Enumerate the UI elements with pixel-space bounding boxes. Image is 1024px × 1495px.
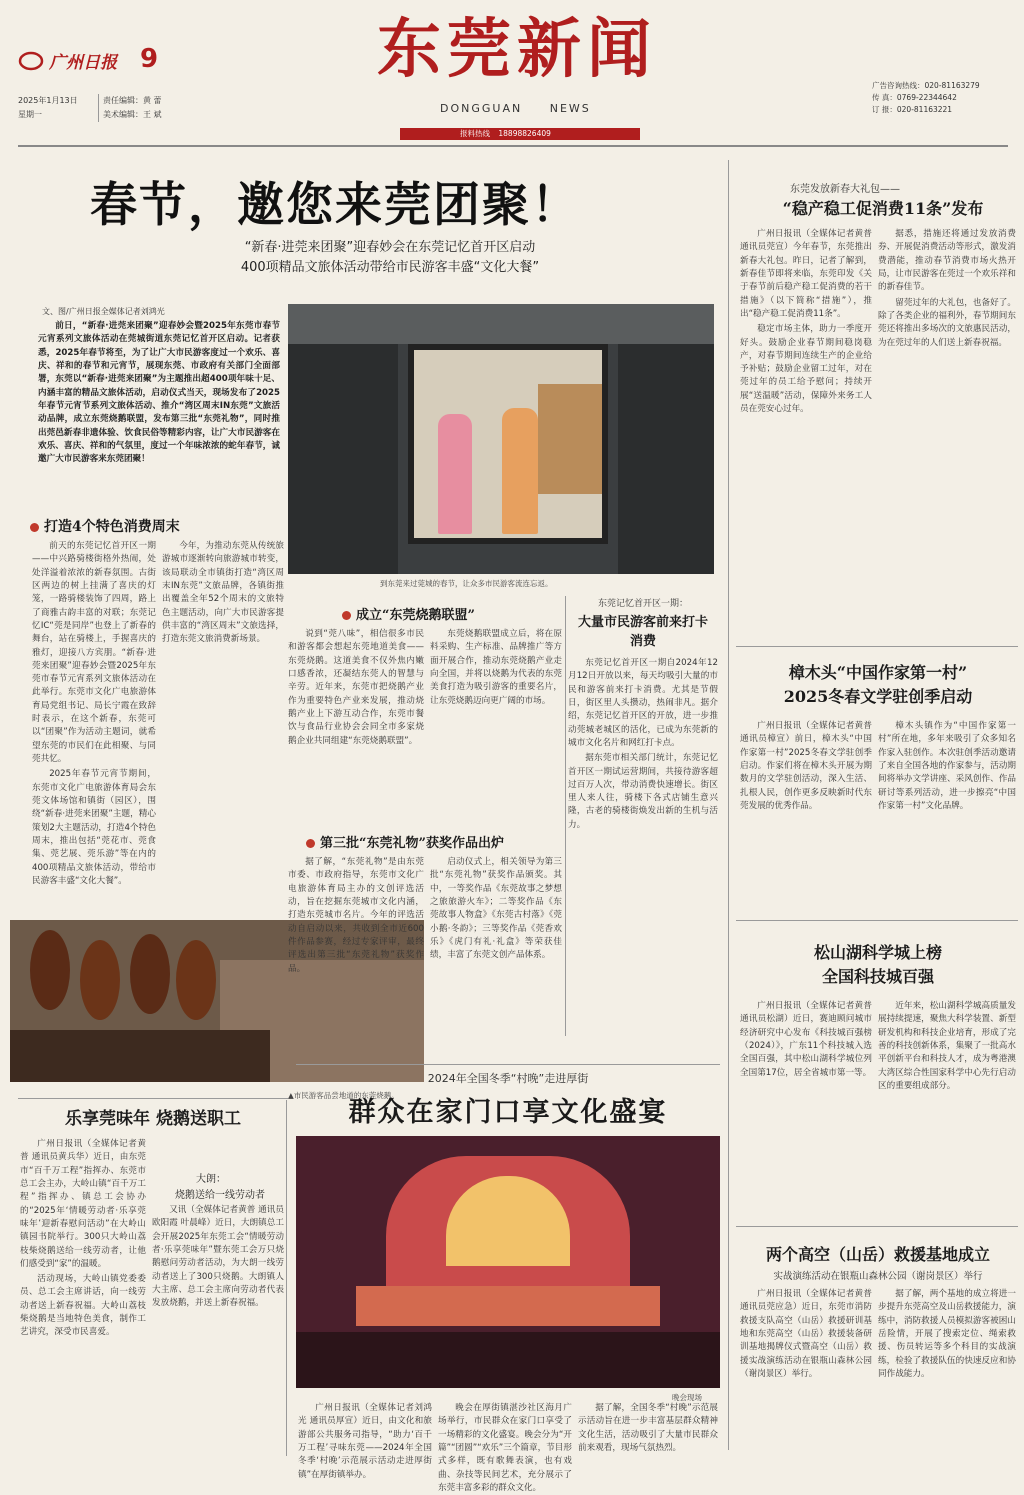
bullet-icon [342,611,351,620]
lead-intro [38,320,280,500]
rescue-title: 两个高空（山岳）救援基地成立 [765,1245,990,1264]
village-col-1 [740,720,872,910]
ad-line-1: 广告咨询热线：020-81163279 [872,81,980,90]
col-rule-1 [286,1100,287,1456]
lead-intro-text: 前日，“新春·进莞来团聚”迎春妙会暨2025年东莞市春节元宵系列文旅体活动在莞城街道东莞记忆首开区启动。记者获悉，2025年春节将至，为了让广大市民游客度过一个欢乐、喜庆、祥和的春节和元宵节，展现东莞、市政府有关部门全面部署，东莞以“新春·进莞来团聚”为主题推出超400项年味十足、内涵丰富的精品文旅体活动，启动仪式当天，现场发布了2025年春节元宵节系列文旅体活动、推介“湾区周末IN东莞”文旅活动品牌，成立东莞烧鹅联盟，发布第三批“东莞礼物”，同时推出莞邑新春非遗体验、饮食民俗等精彩内容，让广大市民游客在欢乐、喜庆、祥和的气氛里，度过一个年味浓浓的蛇年春节，诚邀广大市民游客来东莞团聚！ [38,321,280,465]
pinyin-2: NEWS [549,102,591,115]
sci-title-2: 全国科技城百强 [821,967,934,986]
visit-body [568,657,718,1029]
visit-title: 大量市民游客前来打卡消费 [577,615,708,649]
goose-2 [80,940,120,1020]
visit-box [568,596,718,1036]
goose-4 [176,940,216,1020]
gala-col-2 [438,1402,572,1493]
district-para-2: 2025年春节元宵节期间，东莞市文化广电旅游体育局会东莞文体场馆和镇街（园区），围绕“新春·进莞来团聚”主题，精心策划2大主题活动，打造4个特色周末，推出包括“莞花市、莞食集、莞艺展、莞乐游”等在内的400项精品文旅体活动，带给市民游客丰盛“文化大餐”。 [32,769,156,886]
photo-left-door [288,344,398,574]
workers-col-2 [152,1204,284,1456]
workers-para-3: 又讯（全媒体记者黄普 通讯员欧阳霞 叶晨峰）近日，大朗镇总工会开展2025年东莞工会“情暖劳动者·乐享莞味年”暨东莞工会万只烧鹅慰问劳动者活动，为大朗一线劳动者送上了300只烧鹅。大朗镇人大主席、总工会主席向劳动者代表发放烧鹅，并送上新春祝福。 [152,1205,284,1309]
gala-title: 群众在家门口享文化盛宴 [348,1097,668,1128]
weekday: 星期一 [18,110,42,119]
photo-roof [288,304,714,344]
workers-title: 乐享莞味年 烧鹅送职工 [65,1109,241,1129]
gala-para-3: 据了解，全国冬季“村晚”示范展示活动旨在进一步丰富基层群众精神文化生活，活动吸引了大量市民群众前来观看，现场气氛热烈。 [578,1403,718,1453]
sidebar-divider-3 [736,1226,1018,1227]
workers-sub-title: 烧鹅送给一线劳动者 [175,1190,265,1201]
lead-photo [288,304,714,574]
policy-para-4: 留莞过年的大礼包，也备好了。除了各类企业的福利外，春节期间东莞还将推出多场次的文旅惠民活动，为在莞过年的人们送上新春祝福。 [878,297,1016,348]
sci-para-2: 近年来，松山湖科学城高质量发展持续提速，聚焦大科学装置、新型研发机构和科技企业培育，形成了完善的科技创新体系，集聚了一批高水平创新平台和科技人才，成为粤港澳大湾区综合性国家科学中心先行启动区的重要组成部分。 [878,1001,1016,1091]
rescue-para-2: 据了解，两个基地的成立将进一步提升东莞高空及山岳救援能力，演练中，消防救援人员模拟游客被困山岳险情，开展了搜索定位、绳索救援、伤员转运等多个科目的实战演练，检验了救援队伍的快速反应和协同作战能力。 [878,1289,1016,1379]
district-para-3: 今年，为推动东莞从传统旅游城市逐渐转向旅游城市转变，该局联动全市镇街打造“湾区周末IN东莞”文旅品牌，各镇街推出覆盖全年52个周末的文旅特色主题活动，向广大市民游客提供丰富的“湾区周末”文旅选择，打造东莞文旅消费新场景。 [162,541,284,645]
visit-para-2: 据东莞市相关部门统计，东莞记忆首开区一期试运营期间，共接待游客超过百万人次，带动消费快速增长。街区里人来人往，骑楼下各式店铺生意兴隆，古老的骑楼街焕发出新的生机与活力。 [568,753,718,830]
workers-sub-kicker: 大朗： [196,1174,226,1185]
photo-right-door [618,344,714,574]
issue-date [18,94,78,122]
sci-title-1: 松山湖科学城上榜 [813,943,942,962]
section-title: 东莞新闻 [377,12,657,87]
hotline-bar [400,128,640,140]
designer: 美术编辑：王 斌 [103,110,162,119]
editor: 责任编辑：黄 蕾 [103,96,162,105]
photo-shelf [538,384,602,494]
bullet-icon [30,523,39,532]
section-pinyin [440,102,600,115]
lead-photo-caption: 到东莞来过莞城的春节，让众多市民游客流连忘返。 [380,579,553,588]
lead-subhead-1: “新春·进莞来团聚”迎春妙会在东莞记忆首开区启动 [244,240,536,255]
workers-para-2: 活动现场，大岭山镇党委委员、总工会主席讲话，向一线劳动者送上新春祝福。大岭山荔枝柴烧鹅是当地特色美食，制作工艺讲究，深受市民喜爱。 [20,1274,146,1338]
rescue-col-2 [878,1288,1016,1456]
ad-info [872,80,980,116]
paper-logo-icon [18,50,44,72]
policy-col-2 [878,228,1016,640]
paper-logo [18,48,117,73]
gala-photo [296,1136,720,1388]
ad-line-3: 订 报：020-81163221 [872,105,953,114]
editor-info [98,94,162,122]
lead-subhead-2: 400项精品文旅体活动带给市民游客丰盛“文化大餐” [240,260,540,275]
masthead-rule [18,145,1008,147]
village-title-1: 樟木头“中国作家第一村” [788,663,968,682]
district-title [30,516,285,536]
sci-col-2 [878,1000,1016,1216]
gala-kicker: 2024年全国冬季“村晚”走进厚街 [427,1072,589,1085]
rescue-para-1: 广州日报讯（全媒体记者黄普 通讯员莞应急）近日，东莞市消防救援支队高空（山岳）救援研训基地和东莞高空（山岳）救援装备研训基地揭牌仪式暨高空（山岳）救援实战演练活动在银瓶山森林公园（谢岗景区）举行。 [740,1289,872,1379]
gala-audience [296,1332,720,1388]
bullet-icon [306,839,315,848]
gala-col-3 [578,1402,718,1458]
goose-photo-caption: ▲市民游客品尝地道的东莞烧鹅。 [288,1091,399,1100]
visit-para-1: 东莞记忆首开区一期自2024年12月12日开放以来，每天均吸引大量的市民和游客前来打卡消费。尤其是节假日，街区里人头攒动，热闹非凡。据介绍，东莞记忆首开区的开放，进一步推动莞城老城区的活化，已成为东莞新的城市文化名片和网红打卡点。 [568,658,718,748]
gift-para-1: 据了解，“东莞礼物”是由东莞市委、市政府指导，东莞市文化广电旅游体育局主办的文创评选活动，旨在挖掘东莞城市文化内涵，打造东莞城市名片。今年的评选活动自启动以来，共收到全市近600件作品参赛，经过专家评审，最终评选出第三批“东莞礼物”获奖作品。 [288,857,424,974]
paper-name: 广州日报 [49,53,118,73]
sidebar-divider-2 [736,920,1018,921]
workers-col-1 [20,1138,146,1456]
district-col-2 [162,540,284,912]
gala-col-1 [298,1402,432,1480]
district-section [30,516,285,542]
village-para-2: 樟木头镇作为“中国作家第一村”所在地，多年来吸引了众多知名作家入驻创作。本次驻创季活动邀请了来自全国各地的作家参与，活动期间将举办文学讲座、采风创作、作品研讨等系列活动，进一步擦亮“中国作家第一村”文化品牌。 [878,721,1016,811]
district-para-1: 前天的东莞记忆首开区一期——中兴路骑楼街格外热闹，处处洋溢着浓浓的新春氛围。古街区两边的树上挂满了喜庆的灯笼，一路骑楼装饰了四周，路上了商雅古韵丰富的对联；东莞记忆IC“莞是同岸”也登上了新春的舞台，站在骑楼上，手握喜庆的雅灯，迎接八方宾朋。“新春·进莞来团聚”迎春妙会暨2025年东莞市春节元宵系列文旅体活动在此举行。东莞市文化广电旅游体育局党组书记、局长宁霞在致辞时表示，在这个新春，东莞可以“团聚”作为活动主题词，就希望东莞的市民们在此相聚、与同莞共忆。 [32,541,156,764]
gift-col-1 [288,856,424,1016]
goose-1 [30,930,70,1010]
district-title-text: 打造4个特色消费周末 [44,519,180,535]
hotline-label: 报料热线 [460,129,490,138]
gift-para-2: 启动仪式上，相关领导为第三批“东莞礼物”获奖作品颁奖。其中，一等奖作品《东莞故事之梦想之旅旅游火车》；二等奖作品《东莞故事人物盒》《东莞古村落》《莞小鹅·冬韵》；三等奖作品《莞香欢乐》《虎门有礼·礼盒》等荣获佳绩，丰富了东莞文创产品体系。 [430,857,562,961]
alliance-col-2 [430,628,562,828]
date: 2025年1月13日 [18,96,78,105]
pinyin-1: DONGGUAN [440,102,523,115]
lead-byline: 文、图/广州日报全媒体记者刘鸿光 [42,307,165,316]
village-para-1: 广州日报讯（全媒体记者黄普 通讯员樟宣）前日，樟木头“中国作家第一村”2025冬春文学驻创季启动。作家们将在樟木头开展为期数月的文学驻创活动，深入生活、扎根人民，创作更多反映新时代东莞发展的优秀作品。 [740,721,872,811]
sidebar-rule [728,160,729,1450]
visit-kicker: 东莞记忆首开区一期： [597,599,688,609]
policy-para-2: 稳定市场主体，助力一季度开好头。鼓励企业春节期间稳岗稳产，对春节期间连续生产的企业给予补贴；鼓励企业留工过年，对在莞过年的员工给予慰问；持续开展“送温暖”活动，保障外来务工人员在莞安心过年。 [740,324,872,415]
page-number: 9 [140,44,159,74]
goose-3 [130,934,170,1014]
ad-line-2: 传 真：0769-22344642 [872,93,957,102]
policy-para-1: 广州日报讯（全媒体记者黄普 通讯员莞宣）今年春节，东莞推出新春大礼包。昨日，记者了解到，新春佳节即将来临，东莞印发《关于春节前后稳产稳工促消费的若干措施》（以下简称“措施”），推出“稳产稳工促消费11条”。 [740,229,872,319]
col-rule-2 [565,596,566,1036]
bottom-rule-center [296,1064,720,1065]
district-col-1 [32,540,156,912]
masthead [0,0,1024,148]
hotline-number: 18898826409 [498,129,551,138]
gift-col-2 [430,856,562,1016]
alliance-para-1: 说到“莞八味”，相信很多市民和游客都会想起东莞地道美食——东莞烧鹅。这道美食不仅外焦内嫩口感香浓，还凝结东莞人的智慧与辛劳。近年来，东莞市把烧鹅产业作为重要特色产业来发展，推动烧鹅产业上下游互动合作，东莞市餐饮与食品行业协会会同全市多家烧鹅企业共同组建“东莞烧鹅联盟”。 [288,629,424,746]
photo-performer-1 [438,414,472,534]
gala-stage-floor [356,1286,660,1326]
rescue-col-1 [740,1288,872,1456]
alliance-para-2: 东莞烧鹅联盟成立后，将在原料采购、生产标准、品牌推广等方面开展合作，推动东莞烧鹅产业走向全国，并将以烧鹅为代表的东莞美食打造为吸引游客的重要名片，让东莞烧鹅迈向更广阔的市场。 [430,629,562,706]
gala-para-2: 晚会在厚街镇湛沙社区海月广场举行，市民群众在家门口享受了一场精彩的文化盛宴。晚会分为“开篇”“团圆”“欢乐”三个篇章，节目形式多样，既有歌舞表演，也有戏曲、杂技等民间艺术，充分展示了东莞丰富多彩的群众文化。 [438,1403,572,1493]
policy-col-1 [740,228,872,640]
rescue-sub: 实战演练活动在银瓶山森林公园（谢岗景区）举行 [773,1271,983,1282]
sidebar-divider-1 [736,646,1018,647]
gala-para-1: 广州日报讯（全媒体记者刘鸿光 通讯员厚宣）近日，由文化和旅游部公共服务司指导，“助力‘百千万工程’寻味东莞——2024年全国冬季‘村晚’示范展示活动走进厚街镇”在厚街镇举办。 [298,1403,432,1480]
sci-col-1 [740,1000,872,1216]
bottom-rule-left [18,1098,288,1099]
gala-photo-caption: 晚会现场 [672,1393,702,1402]
sci-para-1: 广州日报讯（全媒体记者黄普 通讯员松湖）近日，赛迪顾问城市经济研究中心发布《科技城百强榜（2024）》，广东11个科技城入选全国百强，其中松山湖科学城位列全国第17位，居全省城市第一等。 [740,1001,872,1078]
photo-performer-2 [502,408,538,534]
gift-title [306,832,504,851]
policy-para-3: 据悉，措施还将通过发放消费券、开展促消费活动等形式，激发消费潜能，推动春节消费市场火热开局，让市民游客在莞过一个欢乐祥和的新春佳节。 [878,229,1016,293]
village-title-2: 2025冬春文学驻创季启动 [783,687,973,706]
workers-para-1: 广州日报讯（全媒体记者黄普 通讯员黄兵华）近日，由东莞市“百千万工程”指挥办、东莞市总工会主办，大岭山镇“百千万工程”指挥办、镇总工会协办的“2025年‘情暖劳动者·乐享莞味年’迎新春慰问活动”在大岭山镇园书院举行。300只大岭山荔枝柴烧鹅送给一线劳动者，让他们感受到“家”的温暖。 [20,1139,146,1269]
gift-title-text: 第三批“东莞礼物”获奖作品出炉 [320,836,504,851]
alliance-title [342,604,475,623]
alliance-title-text: 成立“东莞烧鹅联盟” [356,608,475,623]
goose-tray [10,1030,270,1082]
policy-title: “稳产稳工促消费11条”发布 [782,199,984,218]
lead-headline: 春节，邀您来莞团聚！ [90,178,580,233]
policy-kicker: 东莞发放新春大礼包—— [790,184,900,195]
village-col-2 [878,720,1016,910]
alliance-col-1 [288,628,424,828]
